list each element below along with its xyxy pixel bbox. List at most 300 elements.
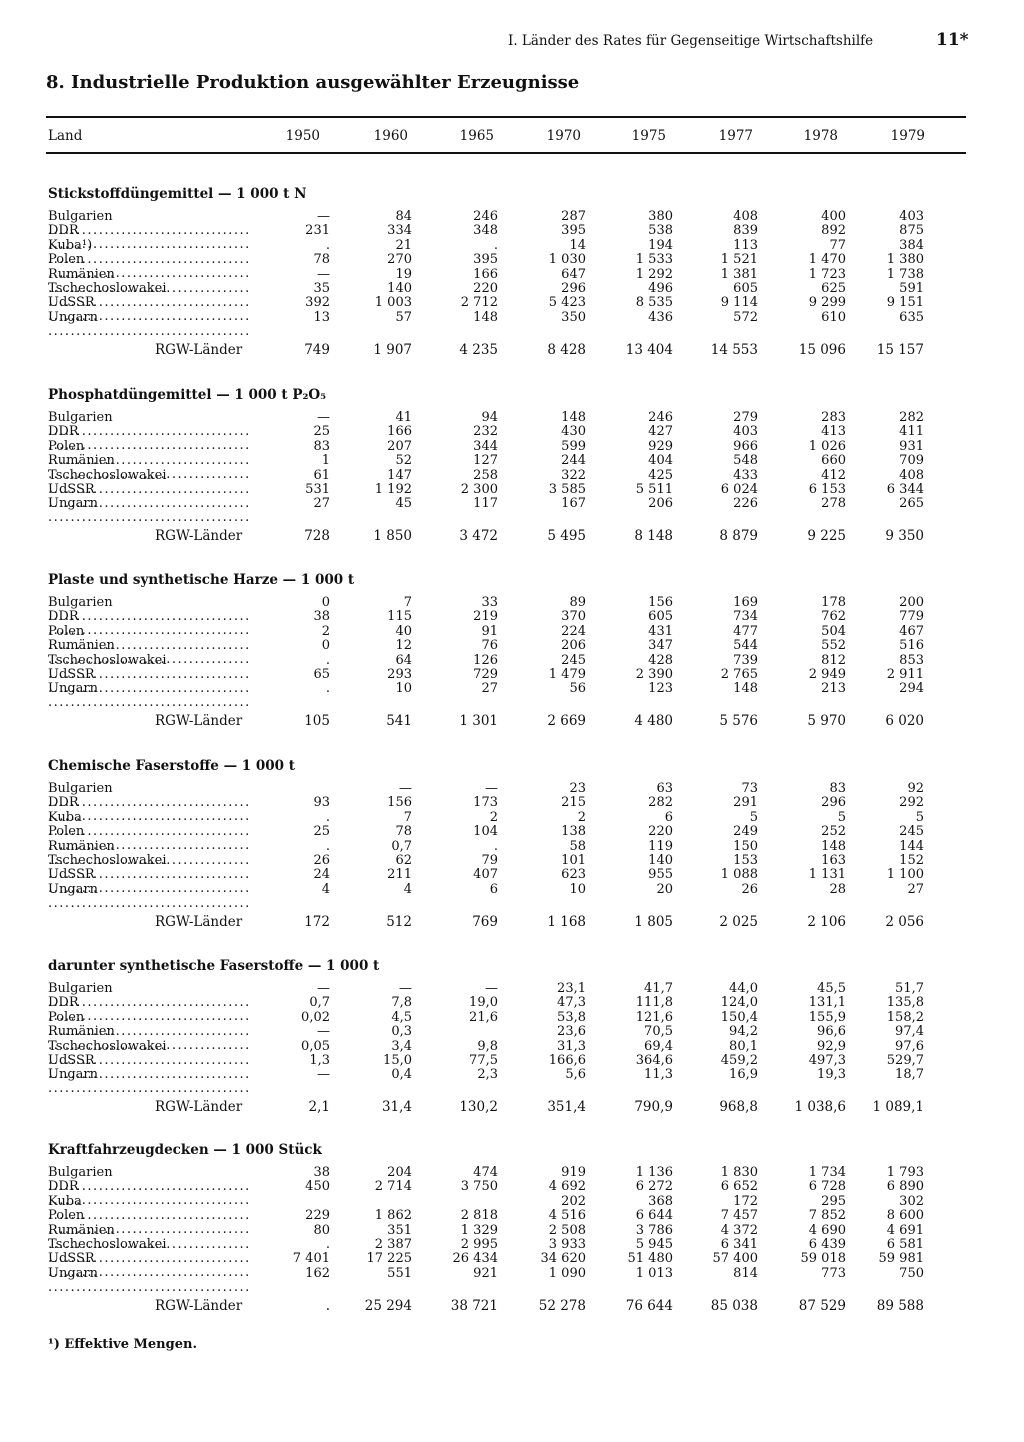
table-row (0, 411, 1024, 425)
table-cell: 605 (648, 609, 673, 625)
table-cell: 173 (473, 795, 498, 811)
table-cell: 1 380 (886, 252, 924, 268)
table-cell: 1 479 (548, 667, 586, 682)
table-cell: 13 (313, 309, 330, 325)
table-cell: 204 (387, 1165, 412, 1180)
table-row (0, 239, 1024, 253)
table-cell: 87 529 (798, 1297, 846, 1314)
table-cell: 92,9 (817, 1038, 846, 1054)
table-cell: 0 (321, 595, 330, 610)
table-cell: 84 (395, 209, 412, 224)
table-cell: 105 (304, 713, 330, 730)
table-cell: 16,9 (729, 1067, 758, 1083)
country-label: Polen ..... (48, 825, 248, 853)
table-cell: 839 (733, 223, 758, 239)
table-cell: 625 (821, 281, 846, 296)
column-header-land: Land (48, 128, 83, 144)
table-total-row (0, 714, 1024, 728)
table-cell: 427 (648, 424, 673, 440)
table-cell: 47,3 (557, 995, 586, 1011)
table-cell: 279 (733, 410, 758, 425)
table-cell: 53,8 (557, 1009, 586, 1025)
table-cell: 1 301 (459, 713, 498, 730)
table-cell: 14 553 (710, 341, 758, 358)
table-cell: 531 (305, 482, 330, 497)
table-cell: 246 (648, 410, 673, 425)
table-row (0, 210, 1024, 224)
table-cell: 162 (305, 1265, 330, 1281)
country-label: Ungarn ..... (48, 497, 248, 525)
table-cell: 412 (821, 467, 846, 483)
table-cell: 76 644 (625, 1297, 673, 1314)
table-row (0, 425, 1024, 439)
table-row (0, 296, 1024, 310)
table-cell: 172 (304, 913, 330, 930)
table-cell: 734 (733, 609, 758, 625)
table-cell: 779 (899, 609, 924, 625)
table-cell: 249 (733, 824, 758, 840)
table-cell: 194 (648, 237, 673, 253)
table-cell: . (493, 838, 498, 854)
table-cell: 1 793 (886, 1165, 924, 1180)
table-cell: 433 (733, 467, 758, 483)
table-cell: 296 (561, 281, 586, 296)
country-label: UdSSR ..... (48, 483, 248, 511)
table-cell: 215 (561, 795, 586, 811)
table-cell: 5 511 (635, 482, 673, 497)
table-cell: 23 (569, 781, 586, 796)
table-cell: 728 (304, 528, 330, 545)
table-cell: 403 (733, 424, 758, 440)
table-cell: 1 089,1 (872, 1099, 924, 1116)
table-cell: 966 (733, 438, 758, 454)
table-cell: 207 (387, 438, 412, 454)
country-label: Kuba¹) ..... (48, 239, 248, 267)
table-cell: 812 (821, 652, 846, 668)
table-cell: 51 480 (627, 1251, 673, 1267)
table-cell: 80 (313, 1222, 330, 1238)
table-row (0, 982, 1024, 996)
table-cell: 24 (313, 867, 330, 883)
country-label: Rumänien ..... (48, 268, 248, 296)
table-cell: 80,1 (729, 1038, 758, 1054)
table-cell: 127 (473, 453, 498, 469)
table-row (0, 483, 1024, 497)
table-cell: 1 090 (548, 1265, 586, 1281)
country-label: Polen ..... (48, 253, 248, 281)
table-cell: 7 401 (292, 1251, 330, 1267)
table-total-row (0, 1100, 1024, 1114)
table-cell: 96,6 (817, 1024, 846, 1040)
table-cell: 6 581 (886, 1237, 924, 1252)
table-cell: 258 (473, 467, 498, 483)
table-cell: 123 (648, 681, 673, 697)
table-cell: 35 (313, 281, 330, 296)
table-cell: 3 786 (635, 1222, 673, 1238)
table-cell: 64 (395, 652, 412, 668)
table-cell: 814 (733, 1265, 758, 1281)
table-cell: 156 (387, 795, 412, 811)
section-title: darunter synthetische Faserstoffe — 1 000 t (48, 958, 380, 974)
table-cell: 19,3 (817, 1067, 846, 1083)
table-cell: 4 480 (634, 713, 673, 730)
table-cell: 245 (561, 652, 586, 668)
table-cell: 370 (561, 609, 586, 625)
column-header-year: 1970 (546, 128, 581, 144)
table-cell: 131,1 (808, 995, 846, 1011)
table-cell: 77,5 (469, 1053, 498, 1068)
table-row (0, 1267, 1024, 1281)
country-label: Ungarn ..... (48, 311, 248, 339)
table-cell: 1 521 (720, 252, 758, 268)
table-cell: 4 372 (720, 1222, 758, 1238)
table-cell: 408 (733, 209, 758, 224)
table-cell: 6 439 (808, 1237, 846, 1252)
table-cell: 769 (472, 913, 498, 930)
table-cell: 762 (821, 609, 846, 625)
table-cell: 0 (321, 638, 330, 654)
column-header-year: 1965 (459, 128, 494, 144)
table-cell: 351,4 (547, 1099, 586, 1116)
table-cell: 97,4 (895, 1024, 924, 1040)
table-cell: 572 (733, 309, 758, 325)
table-cell: 0,7 (391, 838, 412, 854)
table-cell: 929 (648, 438, 673, 454)
total-label: RGW-Länder (155, 342, 243, 357)
table-cell: 85 038 (710, 1297, 758, 1314)
table-cell: — (485, 981, 498, 996)
table-cell: 302 (899, 1193, 924, 1209)
table-cell: 135,8 (886, 995, 924, 1011)
table-cell: 115 (387, 609, 412, 625)
table-cell: 293 (387, 667, 412, 682)
table-cell: 5 (837, 809, 846, 825)
table-cell: 3 933 (548, 1237, 586, 1252)
table-cell: 3 472 (459, 528, 498, 545)
table-cell: 287 (561, 209, 586, 224)
table-cell: 2 106 (807, 913, 846, 930)
table-cell: 8 428 (547, 341, 586, 358)
country-label: Tschechoslowakei ..... (48, 854, 248, 882)
table-cell: 38 721 (450, 1297, 498, 1314)
table-cell: 407 (473, 867, 498, 883)
country-label: Rumänien ..... (48, 840, 248, 868)
table-cell: 63 (656, 781, 673, 796)
table-cell: 83 (829, 781, 846, 796)
country-label: Ungarn ..... (48, 682, 248, 710)
table-row (0, 840, 1024, 854)
table-cell: 89 (569, 595, 586, 610)
table-cell: 126 (473, 652, 498, 668)
table-cell: 2 714 (374, 1179, 412, 1195)
country-label: Tschechoslowakei ..... (48, 1040, 248, 1068)
table-cell: 2 (321, 623, 330, 639)
table-cell: 4 516 (548, 1208, 586, 1224)
table-cell: 2 056 (885, 913, 924, 930)
table-cell: 17 225 (366, 1251, 412, 1267)
table-cell: — (317, 981, 330, 996)
table-cell: 150,4 (720, 1009, 758, 1025)
column-header-year: 1979 (890, 128, 925, 144)
table-cell: 291 (733, 795, 758, 811)
table-cell: 40 (395, 623, 412, 639)
table-cell: 660 (821, 453, 846, 469)
country-label: Bulgarien ..... (48, 782, 248, 810)
table-total-row (0, 343, 1024, 357)
country-label: UdSSR ..... (48, 668, 248, 696)
table-cell: 2 995 (460, 1237, 498, 1252)
table-cell: 380 (648, 209, 673, 224)
table-cell: 1 (321, 453, 330, 469)
table-cell: 101 (561, 853, 586, 868)
table-cell: 6 (489, 881, 498, 897)
table-cell: 9 225 (807, 528, 846, 545)
table-cell: 853 (899, 652, 924, 668)
column-header-year: 1978 (803, 128, 838, 144)
table-cell: 27 (481, 681, 498, 697)
table-cell: 45 (395, 496, 412, 512)
country-label: Bulgarien ..... (48, 596, 248, 624)
table-cell: 152 (899, 853, 924, 868)
table-cell: 1 026 (808, 438, 846, 454)
table-cell: 919 (561, 1165, 586, 1180)
table-cell: 150 (733, 838, 758, 854)
table-cell: 148 (733, 681, 758, 697)
table-cell: 89 588 (876, 1297, 924, 1314)
table-cell: 1 003 (374, 295, 412, 311)
table-cell: 10 (569, 881, 586, 897)
table-cell: 1 830 (720, 1165, 758, 1180)
table-cell: 334 (387, 223, 412, 239)
table-cell: 76 (481, 638, 498, 654)
table-cell: 2 387 (374, 1237, 412, 1252)
country-label: Bulgarien ..... (48, 411, 248, 439)
table-cell: 2 712 (460, 295, 498, 311)
table-row (0, 682, 1024, 696)
table-cell: 61 (313, 467, 330, 483)
total-label: RGW-Länder (155, 1100, 243, 1115)
table-cell: 544 (733, 638, 758, 654)
table-cell: 15 096 (798, 341, 846, 358)
table-cell: 97,6 (895, 1038, 924, 1054)
table-cell: 368 (648, 1193, 673, 1209)
table-cell: 294 (899, 681, 924, 697)
table-row (0, 1252, 1024, 1266)
table-row (0, 654, 1024, 668)
running-header: I. Länder des Rates für Gegenseitige Wirtschaftshilfe (508, 33, 874, 49)
table-cell: 892 (821, 223, 846, 239)
table-cell: 62 (395, 853, 412, 868)
country-label: Kuba ..... (48, 811, 248, 839)
table-cell: 23,6 (557, 1024, 586, 1040)
footnote: ¹) Effektive Mengen. (48, 1337, 197, 1352)
table-cell: 148 (473, 309, 498, 325)
table-cell: 5 945 (635, 1237, 673, 1252)
table-cell: 8 148 (634, 528, 673, 545)
table-cell: 219 (473, 609, 498, 625)
table-cell: 27 (313, 496, 330, 512)
table-cell: 6 344 (886, 482, 924, 497)
table-cell: 9,8 (477, 1038, 498, 1054)
table-cell: 392 (305, 295, 330, 311)
table-cell: 169 (733, 595, 758, 610)
table-cell: 4 692 (548, 1179, 586, 1195)
country-label: Tschechoslowakei ..... (48, 469, 248, 497)
page-title: 8. Industrielle Produktion ausgewählter Erzeugnisse (46, 72, 580, 93)
table-cell: 7 (403, 809, 412, 825)
table-cell: 541 (386, 713, 412, 730)
total-label: RGW-Länder (155, 1298, 243, 1313)
table-cell: 83 (313, 438, 330, 454)
table-cell: 295 (821, 1193, 846, 1209)
table-cell: 430 (561, 424, 586, 440)
country-label: Ungarn ..... (48, 883, 248, 911)
country-label: Tschechoslowakei ..... (48, 1238, 248, 1266)
country-label: Rumänien ..... (48, 1224, 248, 1252)
table-row (0, 825, 1024, 839)
table-cell: 5,6 (565, 1067, 586, 1083)
table-cell: 2,1 (308, 1099, 330, 1116)
table-cell: 1 292 (635, 266, 673, 282)
table-cell: 5 (915, 809, 924, 825)
country-label: DDR ..... (48, 1180, 248, 1208)
table-cell: 148 (561, 410, 586, 425)
table-cell: — (317, 209, 330, 224)
table-cell: 538 (648, 223, 673, 239)
table-cell: 400 (821, 209, 846, 224)
table-cell: 1 850 (373, 528, 412, 545)
country-label: UdSSR ..... (48, 868, 248, 896)
table-cell: 38 (313, 609, 330, 625)
table-cell: 436 (648, 309, 673, 325)
column-header (0, 128, 1024, 146)
table-cell: 220 (473, 281, 498, 296)
table-cell: 6 153 (808, 482, 846, 497)
table-cell: 5 576 (719, 713, 758, 730)
table-cell: 350 (561, 309, 586, 325)
table-cell: 147 (387, 467, 412, 483)
table-cell: — (399, 981, 412, 996)
table-cell: 1,3 (309, 1053, 330, 1068)
table-row (0, 268, 1024, 282)
table-row (0, 1209, 1024, 1223)
country-label: Polen ..... (48, 1011, 248, 1039)
table-cell: 158,2 (886, 1009, 924, 1025)
table-cell: 408 (899, 467, 924, 483)
table-cell: 77 (829, 237, 846, 253)
table-cell: 552 (821, 638, 846, 654)
table-cell: 220 (648, 824, 673, 840)
table-cell: 26 434 (452, 1251, 498, 1267)
country-label: UdSSR ..... (48, 1252, 248, 1280)
table-cell: 8 879 (719, 528, 758, 545)
table-cell: — (317, 410, 330, 425)
table-cell: 7 457 (720, 1208, 758, 1224)
page-number: 11* (936, 30, 969, 50)
table-cell: 749 (304, 341, 330, 358)
table-cell: 9 350 (885, 528, 924, 545)
table-cell: 21,6 (469, 1009, 498, 1025)
table-cell: 69,4 (644, 1038, 673, 1054)
table-cell: 206 (648, 496, 673, 512)
country-label: Bulgarien ..... (48, 210, 248, 238)
table-cell: . (325, 838, 330, 854)
country-label: Polen ..... (48, 440, 248, 468)
table-cell: 2 (489, 809, 498, 825)
table-row (0, 1040, 1024, 1054)
country-label: DDR ..... (48, 610, 248, 638)
table-cell: 245 (899, 824, 924, 840)
table-cell: . (325, 652, 330, 668)
table-row (0, 253, 1024, 267)
section-title: Phosphatdüngemittel — 1 000 t P₂O₅ (48, 387, 327, 403)
table-cell: 163 (821, 853, 846, 868)
table-row (0, 883, 1024, 897)
table-cell: 140 (648, 853, 673, 868)
table-cell: 9 114 (720, 295, 758, 311)
table-cell: 178 (821, 595, 846, 610)
country-label: DDR ..... (48, 996, 248, 1024)
table-total-row (0, 1299, 1024, 1313)
table-cell: 3 585 (548, 482, 586, 497)
table-row (0, 782, 1024, 796)
table-row (0, 854, 1024, 868)
table-cell: 2 765 (720, 667, 758, 682)
table-cell: 15,0 (383, 1053, 412, 1068)
country-label: Rumänien ..... (48, 639, 248, 667)
table-row (0, 282, 1024, 296)
table-cell: 3 750 (460, 1179, 498, 1195)
table-cell: 348 (473, 223, 498, 239)
table-cell: 23,1 (557, 981, 586, 996)
table-cell: 474 (473, 1165, 498, 1180)
total-label: RGW-Länder (155, 914, 243, 929)
table-cell: 232 (473, 424, 498, 440)
table-cell: 4 691 (886, 1222, 924, 1238)
table-cell: 3,4 (391, 1038, 412, 1054)
table-cell: 504 (821, 623, 846, 639)
table-cell: 2 (577, 809, 586, 825)
country-label: DDR ..... (48, 425, 248, 453)
table-cell: 70,5 (644, 1024, 673, 1040)
table-cell: 51,7 (895, 981, 924, 996)
table-cell: 5 (749, 809, 758, 825)
table-cell: 9 151 (886, 295, 924, 311)
table-cell: 2 390 (635, 667, 673, 682)
table-cell: 1 192 (374, 482, 412, 497)
table-cell: 347 (648, 638, 673, 654)
table-cell: 1 738 (886, 266, 924, 282)
section-title: Plaste und synthetische Harze — 1 000 t (48, 572, 355, 588)
table-cell: 52 (395, 453, 412, 469)
table-cell: 411 (899, 424, 924, 440)
table-cell: 57 400 (712, 1251, 758, 1267)
table-cell: 403 (899, 209, 924, 224)
table-cell: 351 (387, 1222, 412, 1238)
table-row (0, 1224, 1024, 1238)
table-cell: 0,05 (301, 1038, 330, 1054)
country-label: Rumänien ..... (48, 454, 248, 482)
table-cell: 1 734 (808, 1165, 846, 1180)
table-cell: 875 (899, 223, 924, 239)
table-cell: 25 294 (364, 1297, 412, 1314)
table-row (0, 610, 1024, 624)
table-cell: 282 (648, 795, 673, 811)
table-cell: 117 (473, 496, 498, 512)
table-cell: 57 (395, 309, 412, 325)
table-cell: 344 (473, 438, 498, 454)
table-row (0, 224, 1024, 238)
